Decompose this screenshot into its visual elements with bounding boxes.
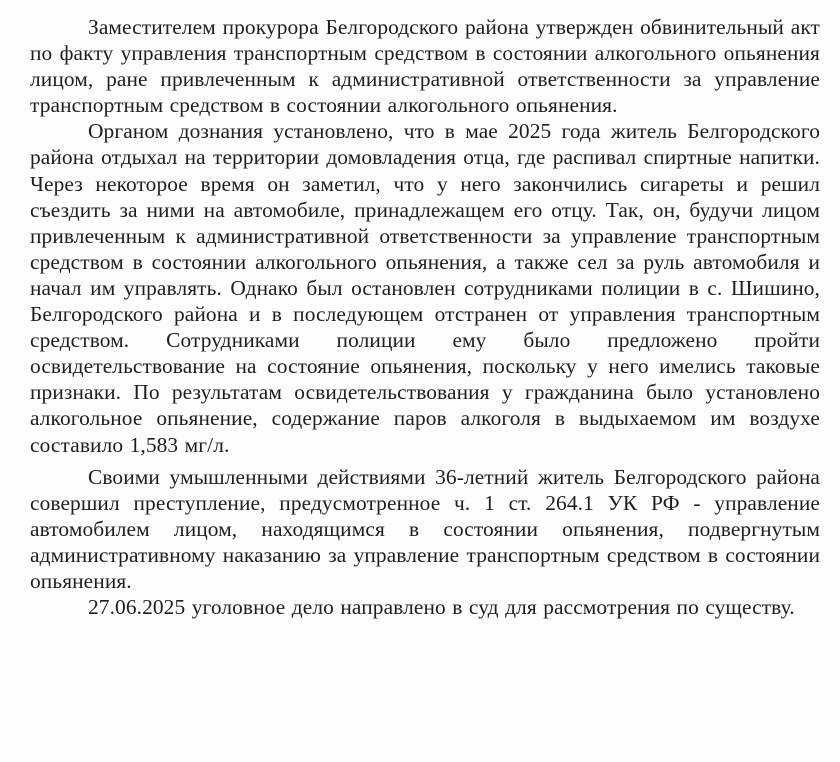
paragraph-indictment: Заместителем прокурора Белгородского района утвержден обвинительный акт по факту управления транспортным средством в состоянии алкогольного опьянения лицом, ране привлеченным к административной ответственности за управление транспортным средством в состоянии алкогольного опьянения. (30, 15, 820, 118)
paragraph-crime-qualification: Своими умышленными действиями 36-летний житель Белгородского района совершил преступление, предусмотренное ч. 1 ст. 264.1 УК РФ - управление автомобилем лицом, находящимся в состоянии опьянения, подвергнутым административному наказанию за управление транспортным средством в состоянии опьянения. (30, 464, 820, 593)
paragraph-inquiry-findings: Органом дознания установлено, что в мае 2025 года житель Белгородского района отдыхал на территории домовладения отца, где распивал спиртные напитки. Через некоторое время он заметил, что у него закончились сигареты и решил съездить за ними на автомобиле, принадлежащем его отцу. Так, он, будучи лицом привлеченным к административной ответственности за управление транспортным средством в состоянии алкогольного опьянения, а также сел за руль автомобиля и начал им управлять. Однако был остановлен сотрудниками полиции в с. Шишино, Белгородского района и в последующем отстранен от управления транспортным средством. Сотрудниками полиции ему было предложено пройти освидетельствование на состояние опьянения, поскольку у него имелись таковые признаки. По результатам освидетельствования у гражданина было установлено алкогольное опьянение, содержание паров алкоголя в выдыхаемом им воздухе составило 1,583 мг/л. (30, 119, 820, 457)
paragraph-court-referral: 27.06.2025 уголовное дело направлено в суд для рассмотрения по существу. (88, 595, 795, 620)
document-body (30, 14, 820, 620)
